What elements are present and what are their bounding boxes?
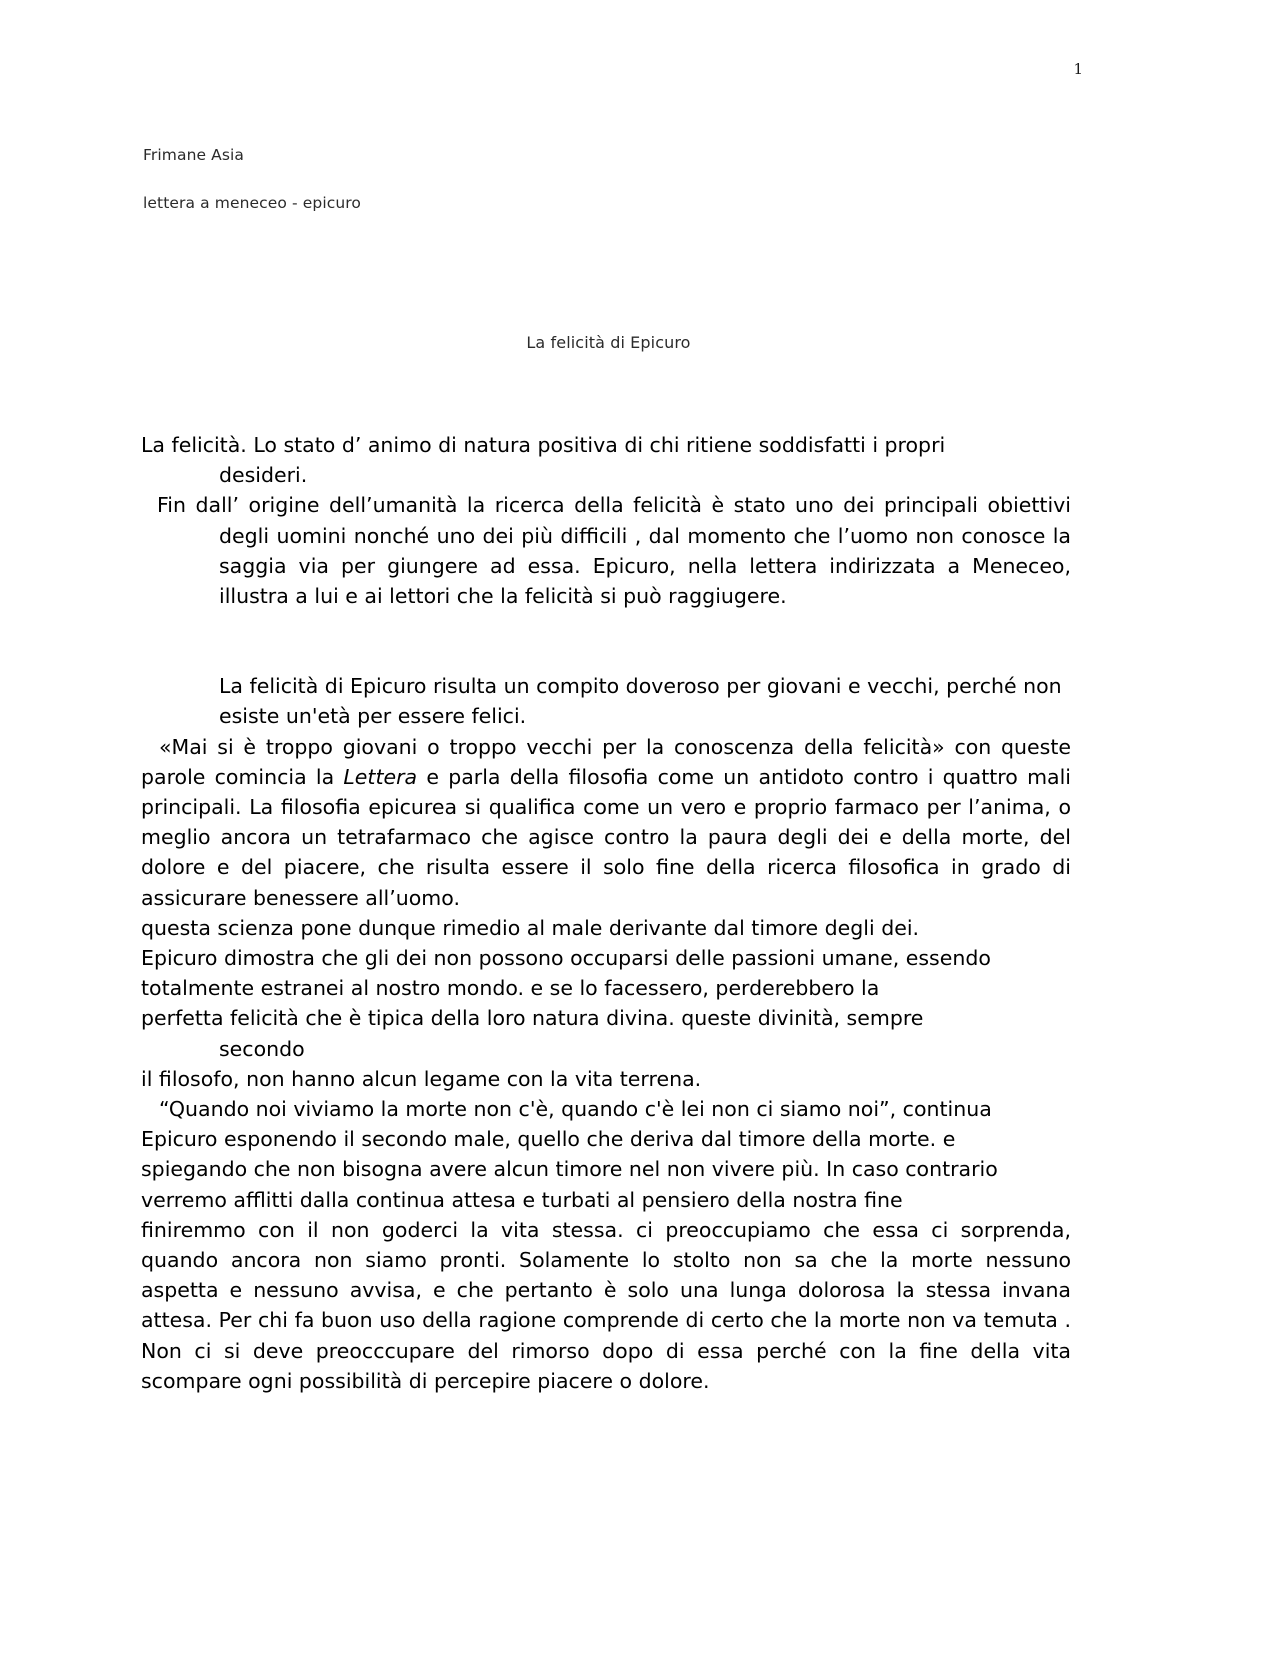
paragraph-tetrafarmaco-text: e parla della filosofia come un antidoto contro i quattro mali principali. La filosofia epicurea si qualifica come un vero e proprio farmaco per l’anima, o meglio ancora un tetrafarmaco che agisce contro la paura degli dei e della morte, del dolore e del piacere, che risulta essere il solo fine della ricerca filosofica in grado di assicurare benessere all’uomo. — [141, 764, 1071, 910]
paragraph-spiegando — [141, 1154, 1071, 1184]
quote-mai-si-e-troppo: «Mai si è troppo giovani o troppo vecchi per la conoscenza della felicità» con queste parole comincia la — [141, 734, 1071, 789]
document-subject: lettera a meneceo - epicuro — [143, 194, 361, 212]
definition-line-1: La felicità. Lo stato d’ animo di natura positiva di chi ritiene soddisfatti i propri — [141, 433, 946, 457]
paragraph-afflitti-text: verremo afflitti dalla continua attesa e turbati al pensiero della nostra fine — [141, 1187, 903, 1212]
paragraph-dei-passioni-text: Epicuro dimostra che gli dei non possono occuparsi delle passioni umane, essendo totalmente estranei al nostro mondo. e se lo facessero, perderebbero la — [141, 946, 991, 1001]
paragraph-secondo-text: secondo — [219, 1036, 305, 1061]
work-title-lettera: Lettera — [343, 764, 418, 789]
paragraph-compito — [141, 671, 1071, 731]
paragraph-quote-morte — [141, 1094, 1071, 1124]
page-number: 1 — [1073, 60, 1083, 78]
paragraph-afflitti — [141, 1185, 1071, 1215]
paragraph-conclusione-text: finiremmo con il non goderci la vita stessa. ci preoccupiamo che essa ci sorprenda, quando ancora non siamo pronti. Solamente lo stolto non sa che la morte nessuno aspetta e nessuno avvisa, e che pertanto è solo una lunga dolorosa la stessa invana attesa. Per chi fa buon uso della ragione comprende di certo che la morte non va temuta . Non ci si deve preocccupare del rimorso dopo di essa perché con la fine della vita scompare ogni possibilità di percepire piacere o dolore. — [141, 1217, 1071, 1393]
paragraph-origine-text: Fin dall’ origine dell’umanità la ricerca della felicità è stato uno dei principali obiettivi degli uomini nonché uno dei più difficili , dal momento che l’uomo non conosce la saggia via per giungere ad essa. Epicuro, nella lettera indirizzata a Meneceo, illustra a lui e ai lettori che la felicità si può raggiugere. — [157, 493, 1071, 609]
paragraph-filosofo — [141, 1064, 1071, 1094]
paragraph-tetrafarmaco — [141, 732, 1071, 913]
definition-line-2: desideri. — [219, 463, 308, 488]
document-title: La felicità di Epicuro — [526, 333, 691, 352]
paragraph-compito-text: La felicità di Epicuro risulta un compito doveroso per giovani e vecchi, perché non esiste un'età per essere felici. — [219, 674, 1062, 729]
paragraph-secondo-male — [141, 1124, 1071, 1154]
paragraph-conclusione — [141, 1215, 1071, 1396]
paragraph-perfetta-felicita-text: perfetta felicità che è tipica della loro natura divina. queste divinità, sempre — [141, 1006, 924, 1031]
quote-quando-noi-viviamo: “Quando noi viviamo la morte non c'è, quando c'è lei non ci siamo noi”, continua — [159, 1097, 992, 1122]
paragraph-spacer — [141, 611, 1071, 671]
paragraph-secondo — [141, 1034, 1071, 1064]
paragraph-filosofo-text: il filosofo, non hanno alcun legame con la vita terrena. — [141, 1066, 702, 1091]
paragraph-scienza-rimedio — [141, 913, 1071, 943]
paragraph-origine — [141, 490, 1071, 611]
paragraph-dei-passioni — [141, 943, 1071, 1003]
paragraph-secondo-male-text: Epicuro esponendo il secondo male, quello che deriva dal timore della morte. e — [141, 1127, 956, 1152]
paragraph-definition-cont — [141, 460, 1071, 490]
paragraph-scienza-rimedio-text: questa scienza pone dunque rimedio al male derivante dal timore degli dei. — [141, 915, 920, 940]
author-name: Frimane Asia — [143, 146, 245, 164]
paragraph-spiegando-text: spiegando che non bisogna avere alcun timore nel non vivere più. In caso contrario — [141, 1157, 998, 1182]
document-body — [141, 430, 1071, 1396]
paragraph-definition — [141, 430, 1071, 460]
paragraph-perfetta-felicita — [141, 1003, 1071, 1033]
